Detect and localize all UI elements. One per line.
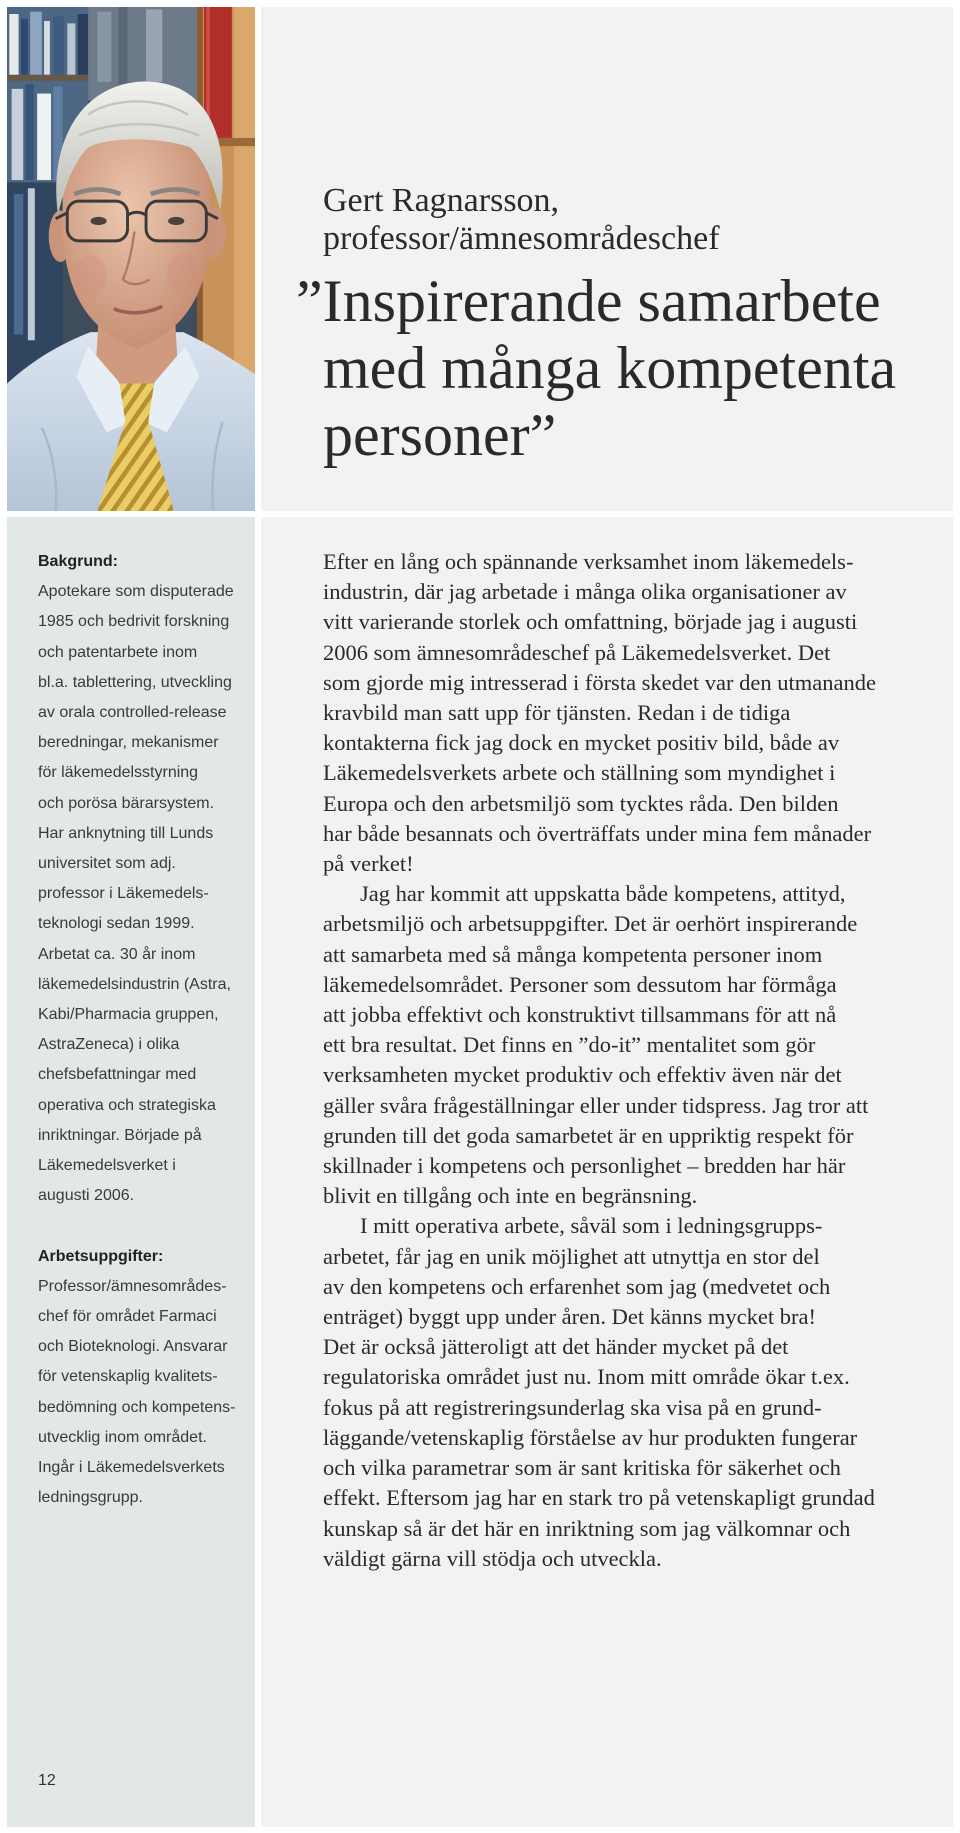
sidebar-line: Läkemedelsverket i	[38, 1157, 176, 1175]
sidebar-line: läkemedelsindustrin (Astra,	[38, 975, 231, 993]
article-line: att jobba effektivt och konstruktivt tillsammans för att nå	[323, 1002, 837, 1028]
article-line: Läkemedelsverkets arbete och ställning som myndighet i	[323, 760, 836, 786]
article-line: arbetsmiljö och arbetsuppgifter. Det är oerhört inspirerande	[323, 911, 858, 937]
sidebar-line: Ingår i Läkemedelsverkets	[38, 1459, 225, 1477]
quote-line: ”Inspirerande samarbete	[296, 268, 881, 334]
sidebar-line: och patentarbete inom	[38, 643, 198, 661]
article-line: att samarbeta med så många kompetenta personer inom	[323, 941, 823, 967]
sidebar-line: Har anknytning till Lunds	[38, 824, 214, 842]
article-body	[323, 547, 876, 1574]
sidebar-line: Apotekare som disputerade	[38, 583, 234, 601]
article-line: ett bra resultat. Det finns en ”do-it” mentalitet som gör	[323, 1032, 816, 1058]
article-line: läkemedelsområdet. Personer som dessutom har förmåga	[323, 971, 837, 997]
article-line: arbetet, får jag en unik möjlighet att utnyttja en stor del	[323, 1243, 820, 1269]
article-line: Det är också jätteroligt att det händer mycket på det	[323, 1334, 789, 1360]
article-line: enträget) byggt upp under åren. Det känns mycket bra!	[323, 1304, 816, 1330]
article-line: kunskap så är det här en inriktning som jag välkomnar och	[323, 1515, 851, 1541]
portrait-illustration	[7, 7, 255, 511]
byline	[323, 182, 720, 258]
sidebar-line: beredningar, mekanismer	[38, 734, 219, 752]
sidebar-line: bl.a. tablettering, utveckling	[38, 673, 232, 691]
sidebar-line: AstraZeneca) i olika	[38, 1036, 180, 1054]
sidebar-line: för vetenskaplig kvalitets-	[38, 1368, 218, 1386]
article-line: industrin, där jag arbetade i många olika organisationer av	[323, 579, 847, 605]
sidebar-line: Professor/ämnesområdes-	[38, 1277, 227, 1295]
article-line: skillnader i kompetens och personlighet – bredden har här	[323, 1153, 846, 1179]
article-paragraph	[323, 879, 876, 1211]
article-line: gäller svåra frågeställningar eller under tidspress. Jag tror att	[323, 1092, 869, 1118]
article-line: Jag har kommit att uppskatta både kompetens, attityd,	[360, 881, 846, 907]
article-line: 2006 som ämnesområdeschef på Läkemedelsverket. Det	[323, 639, 831, 665]
person-role: professor/ämnesområdeschef	[323, 220, 720, 257]
article-line: verksamheten mycket produktiv och effektiv även när det	[323, 1062, 842, 1088]
sidebar-heading: Bakgrund:	[38, 553, 118, 570]
sidebar-heading: Arbetsuppgifter:	[38, 1247, 164, 1265]
article-line: Efter en lång och spännande verksamhet inom läkemedels-	[323, 549, 854, 574]
sidebar-line: och porösa bärarsystem.	[38, 794, 215, 812]
article-line: Europa och den arbetsmiljö som tycktes råda. Den bilden	[323, 790, 839, 816]
quote-line: personer”	[323, 402, 557, 468]
article-line: kontakterna fick jag dock en mycket positiv bild, både av	[323, 730, 840, 756]
sidebar	[7, 517, 255, 1827]
article-line: kravbild man satt upp för tjänsten. Redan i de tidiga	[323, 700, 791, 726]
article-line: blivit en tillgång och inte en begränsning.	[323, 1183, 698, 1209]
portrait-photo	[7, 7, 255, 511]
sidebar-line: teknologi sedan 1999.	[38, 915, 195, 933]
sidebar-line: bedömning och kompetens-	[38, 1398, 236, 1416]
article-line: av den kompetens och erfarenhet som jag (medvetet och	[323, 1273, 831, 1299]
sidebar-line: 1985 och bedrivit forskning	[38, 613, 230, 631]
sidebar-section-background	[38, 547, 235, 1211]
sidebar-line: Arbetat ca. 30 år inom	[38, 945, 196, 963]
person-name: Gert Ragnarsson,	[323, 182, 560, 219]
article-line: I mitt operativa arbete, såväl som i ledningsgrupps-	[360, 1213, 823, 1239]
page-number: 12	[38, 1772, 56, 1789]
article-line: regulatoriska området just nu. Inom mitt område ökar t.ex.	[323, 1364, 850, 1390]
headline-quote	[296, 268, 897, 469]
article-line: fokus på att registreringsunderlag ska visa på en grund-	[323, 1394, 822, 1420]
sidebar-line: Kabi/Pharmacia gruppen,	[38, 1006, 219, 1024]
sidebar-line: utvecklig inom området.	[38, 1428, 207, 1446]
article-line: effekt. Eftersom jag har en stark tro på vetenskapligt grundad	[323, 1485, 875, 1511]
article-line: har både besannats och överträffats under mina fem månader	[323, 820, 872, 846]
sidebar-content	[38, 547, 235, 1513]
sidebar-line: chefsbefattningar med	[38, 1066, 197, 1084]
article-line: väldigt gärna vill stödja och utveckla.	[323, 1545, 662, 1571]
sidebar-line: universitet som adj.	[38, 855, 176, 873]
sidebar-section-duties	[38, 1242, 235, 1514]
quote-line: med många kompetenta	[323, 335, 897, 401]
sidebar-line: och Bioteknologi. Ansvarar	[38, 1338, 228, 1356]
article-line: grunden till det goda samarbetet är en uppriktig respekt för	[323, 1122, 854, 1148]
sidebar-line: inriktningar. Började på	[38, 1126, 202, 1144]
sidebar-line: för läkemedelsstyrning	[38, 764, 199, 782]
sidebar-line: av orala controlled-release	[38, 704, 227, 722]
title-panel	[261, 7, 953, 511]
article-line: och vilka parametrar som är sant kritiska för säkerhet och	[323, 1455, 841, 1481]
article-line: läggande/vetenskaplig förståelse av hur produkten fungerar	[323, 1424, 858, 1450]
article-panel	[261, 517, 953, 1827]
article-line: på verket!	[323, 851, 414, 877]
sidebar-line: operativa och strategiska	[38, 1096, 216, 1114]
sidebar-line: ledningsgrupp.	[38, 1489, 143, 1507]
sidebar-line: augusti 2006.	[38, 1187, 135, 1205]
sidebar-line: professor i Läkemedels-	[38, 885, 209, 903]
sidebar-line: chef för området Farmaci	[38, 1308, 217, 1326]
article-line: som gjorde mig intresserad i första skedet var den utmanande	[323, 669, 876, 695]
article-line: vitt varierande storlek och omfattning, började jag i augusti	[323, 609, 858, 635]
article-paragraph	[323, 1211, 876, 1573]
article-paragraph	[323, 547, 876, 879]
